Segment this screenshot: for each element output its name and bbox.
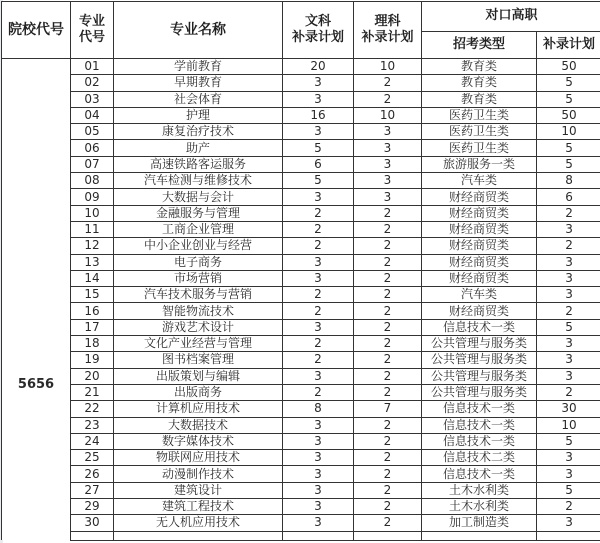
vocational-quota-cell: 2	[537, 205, 600, 221]
exam-category-cell: 财经商贸类	[422, 238, 537, 254]
vocational-quota-cell: 50	[537, 59, 600, 75]
arts-quota-cell: 20	[283, 59, 354, 75]
science-quota-cell: 2	[354, 287, 422, 303]
major-code-cell: 06	[71, 140, 114, 156]
major-code-cell: 01	[71, 59, 114, 75]
arts-quota-cell: 3	[283, 75, 354, 91]
exam-category-cell: 财经商贸类	[422, 303, 537, 319]
header-science-quota-line2: 补录计划	[361, 30, 414, 45]
table-row	[2, 205, 600, 221]
table-body	[2, 59, 600, 541]
major-code-cell: 10	[71, 205, 114, 221]
science-quota-cell: 7	[354, 401, 422, 417]
school-code-cell: 5656	[2, 59, 71, 541]
table-row	[2, 336, 600, 352]
major-code-cell: 05	[71, 124, 114, 140]
major-name-cell: 早期教育	[114, 75, 283, 91]
major-name-cell: 学前教育	[114, 59, 283, 75]
exam-category-cell: 加工制造类	[422, 515, 537, 531]
arts-quota-cell: 8	[283, 401, 354, 417]
major-name-cell: 智能物流技术	[114, 303, 283, 319]
major-name-cell: 图书档案管理	[114, 352, 283, 368]
major-name-cell: 市场营销	[114, 270, 283, 286]
major-code-cell: 14	[71, 270, 114, 286]
arts-quota-cell: 6	[283, 156, 354, 172]
exam-category-cell: 土木水利类	[422, 499, 537, 515]
exam-category-cell: 财经商贸类	[422, 221, 537, 237]
major-name-cell: 汽车技术服务与营销	[114, 287, 283, 303]
science-quota-cell: 2	[354, 75, 422, 91]
science-quota-cell: 2	[354, 205, 422, 221]
major-code-cell: 29	[71, 499, 114, 515]
exam-category-cell: 信息技术一类	[422, 466, 537, 482]
arts-quota-cell: 3	[283, 270, 354, 286]
major-name-cell: 建筑工程技术	[114, 499, 283, 515]
arts-quota-cell: 3	[283, 189, 354, 205]
science-quota-cell: 2	[354, 352, 422, 368]
major-code-cell: 16	[71, 303, 114, 319]
table-row	[2, 156, 600, 172]
table-row	[2, 173, 600, 189]
arts-quota-cell: 2	[283, 238, 354, 254]
vocational-quota-cell: 5	[537, 156, 600, 172]
major-name-cell: 文化产业经营与管理	[114, 336, 283, 352]
major-name-cell: 社会体育	[114, 91, 283, 107]
major-code-cell: 02	[71, 75, 114, 91]
vocational-quota-cell: 3	[537, 221, 600, 237]
exam-category-cell: 汽车类	[422, 173, 537, 189]
table-row-partial	[2, 531, 600, 540]
major-name-cell: 无人机应用技术	[114, 515, 283, 531]
header-major-code	[71, 2, 114, 59]
vocational-quota-cell: 5	[537, 140, 600, 156]
major-name-cell: 护理	[114, 107, 283, 123]
table-row	[2, 270, 600, 286]
exam-category-cell: 财经商贸类	[422, 205, 537, 221]
major-code-cell: 27	[71, 482, 114, 498]
major-name-cell: 助产	[114, 140, 283, 156]
arts-quota-cell: 3	[283, 124, 354, 140]
arts-quota-cell: 5	[283, 173, 354, 189]
science-quota-cell: 2	[354, 515, 422, 531]
table-row	[2, 221, 600, 237]
major-name-cell: 中小企业创业与经营	[114, 238, 283, 254]
arts-quota-cell: 2	[283, 205, 354, 221]
arts-quota-cell: 3	[283, 417, 354, 433]
major-code-cell: 04	[71, 107, 114, 123]
major-code-cell: 11	[71, 221, 114, 237]
exam-category-cell: 汽车类	[422, 287, 537, 303]
partial-cell	[114, 531, 283, 540]
partial-cell	[537, 531, 600, 540]
vocational-quota-cell: 50	[537, 107, 600, 123]
exam-category-cell: 信息技术一类	[422, 433, 537, 449]
major-name-cell: 大数据与会计	[114, 189, 283, 205]
science-quota-cell: 2	[354, 499, 422, 515]
arts-quota-cell: 2	[283, 352, 354, 368]
major-code-cell: 03	[71, 91, 114, 107]
major-name-cell: 康复治疗技术	[114, 124, 283, 140]
science-quota-cell: 2	[354, 91, 422, 107]
arts-quota-cell: 2	[283, 384, 354, 400]
vocational-quota-cell: 5	[537, 433, 600, 449]
exam-category-cell: 公共管理与服务类	[422, 336, 537, 352]
arts-quota-cell: 3	[283, 515, 354, 531]
table-row	[2, 59, 600, 75]
major-name-cell: 汽车检测与维修技术	[114, 173, 283, 189]
science-quota-cell: 2	[354, 238, 422, 254]
vocational-quota-cell: 3	[537, 336, 600, 352]
exam-category-cell: 财经商贸类	[422, 189, 537, 205]
exam-category-cell: 公共管理与服务类	[422, 352, 537, 368]
arts-quota-cell: 5	[283, 140, 354, 156]
science-quota-cell: 2	[354, 303, 422, 319]
header-major-code-text: 专业代号	[78, 14, 105, 45]
major-code-cell: 17	[71, 319, 114, 335]
vocational-quota-cell: 3	[537, 287, 600, 303]
header-vocational-quota: 补录计划	[537, 31, 600, 58]
table-row	[2, 482, 600, 498]
major-code-cell: 22	[71, 401, 114, 417]
header-exam-category: 招考类型	[422, 31, 537, 58]
exam-category-cell: 公共管理与服务类	[422, 368, 537, 384]
major-name-cell: 物联网应用技术	[114, 450, 283, 466]
vocational-quota-cell: 6	[537, 189, 600, 205]
major-name-cell: 出版策划与编辑	[114, 368, 283, 384]
vocational-quota-cell: 3	[537, 466, 600, 482]
major-code-cell: 23	[71, 417, 114, 433]
exam-category-cell: 医药卫生类	[422, 107, 537, 123]
vocational-quota-cell: 3	[537, 352, 600, 368]
arts-quota-cell: 3	[283, 499, 354, 515]
table-row	[2, 401, 600, 417]
major-name-cell: 金融服务与管理	[114, 205, 283, 221]
science-quota-cell: 3	[354, 173, 422, 189]
arts-quota-cell: 3	[283, 433, 354, 449]
table-row	[2, 189, 600, 205]
exam-category-cell: 教育类	[422, 59, 537, 75]
table-row	[2, 91, 600, 107]
vocational-quota-cell: 2	[537, 384, 600, 400]
science-quota-cell: 2	[354, 319, 422, 335]
arts-quota-cell: 3	[283, 466, 354, 482]
header-school-code: 院校代号	[2, 2, 71, 59]
table-row	[2, 417, 600, 433]
arts-quota-cell: 3	[283, 91, 354, 107]
exam-category-cell: 信息技术一类	[422, 319, 537, 335]
exam-category-cell: 旅游服务一类	[422, 156, 537, 172]
exam-category-cell: 医药卫生类	[422, 140, 537, 156]
science-quota-cell: 2	[354, 433, 422, 449]
arts-quota-cell: 3	[283, 450, 354, 466]
science-quota-cell: 3	[354, 124, 422, 140]
major-name-cell: 数字媒体技术	[114, 433, 283, 449]
science-quota-cell: 3	[354, 189, 422, 205]
science-quota-cell: 2	[354, 466, 422, 482]
vocational-quota-cell: 5	[537, 319, 600, 335]
vocational-quota-cell: 3	[537, 254, 600, 270]
major-code-cell: 13	[71, 254, 114, 270]
science-quota-cell: 2	[354, 336, 422, 352]
science-quota-cell: 2	[354, 417, 422, 433]
major-code-cell: 08	[71, 173, 114, 189]
table-row	[2, 140, 600, 156]
table-row	[2, 303, 600, 319]
partial-cell	[422, 531, 537, 540]
admission-quota-table	[1, 1, 600, 541]
table-row	[2, 368, 600, 384]
major-code-cell: 07	[71, 156, 114, 172]
exam-category-cell: 医药卫生类	[422, 124, 537, 140]
exam-category-cell: 公共管理与服务类	[422, 384, 537, 400]
header-major-name: 专业名称	[114, 2, 283, 59]
science-quota-cell: 10	[354, 59, 422, 75]
arts-quota-cell: 3	[283, 482, 354, 498]
vocational-quota-cell: 2	[537, 499, 600, 515]
table-row	[2, 124, 600, 140]
exam-category-cell: 教育类	[422, 91, 537, 107]
partial-cell	[71, 531, 114, 540]
header-arts-quota	[283, 2, 354, 59]
vocational-quota-cell: 10	[537, 417, 600, 433]
table-row	[2, 466, 600, 482]
major-code-cell: 12	[71, 238, 114, 254]
science-quota-cell: 2	[354, 482, 422, 498]
arts-quota-cell: 2	[283, 336, 354, 352]
vocational-quota-cell: 5	[537, 482, 600, 498]
table-row	[2, 319, 600, 335]
table-row	[2, 384, 600, 400]
major-code-cell: 30	[71, 515, 114, 531]
table-row	[2, 75, 600, 91]
science-quota-cell: 2	[354, 368, 422, 384]
science-quota-cell: 2	[354, 254, 422, 270]
major-name-cell: 计算机应用技术	[114, 401, 283, 417]
table-row	[2, 107, 600, 123]
arts-quota-cell: 3	[283, 254, 354, 270]
header-science-quota-line1: 理科	[374, 14, 401, 29]
arts-quota-cell: 16	[283, 107, 354, 123]
arts-quota-cell: 2	[283, 221, 354, 237]
major-code-cell: 09	[71, 189, 114, 205]
table-row	[2, 450, 600, 466]
exam-category-cell: 财经商贸类	[422, 270, 537, 286]
science-quota-cell: 2	[354, 221, 422, 237]
vocational-quota-cell: 30	[537, 401, 600, 417]
exam-category-cell: 财经商贸类	[422, 254, 537, 270]
arts-quota-cell: 3	[283, 319, 354, 335]
major-code-cell: 15	[71, 287, 114, 303]
exam-category-cell: 教育类	[422, 75, 537, 91]
major-name-cell: 出版商务	[114, 384, 283, 400]
arts-quota-cell: 3	[283, 368, 354, 384]
exam-category-cell: 信息技术一类	[422, 417, 537, 433]
science-quota-cell: 2	[354, 384, 422, 400]
exam-category-cell: 土木水利类	[422, 482, 537, 498]
table-header	[2, 2, 600, 59]
vocational-quota-cell: 5	[537, 91, 600, 107]
science-quota-cell: 10	[354, 107, 422, 123]
vocational-quota-cell: 3	[537, 515, 600, 531]
partial-cell	[283, 531, 354, 540]
vocational-quota-cell: 8	[537, 173, 600, 189]
table-row	[2, 499, 600, 515]
partial-cell	[354, 531, 422, 540]
major-name-cell: 建筑设计	[114, 482, 283, 498]
major-code-cell: 24	[71, 433, 114, 449]
vocational-quota-cell: 5	[537, 75, 600, 91]
header-vocational-group: 对口高职	[422, 2, 600, 32]
table-row	[2, 352, 600, 368]
major-code-cell: 19	[71, 352, 114, 368]
science-quota-cell: 3	[354, 140, 422, 156]
major-code-cell: 21	[71, 384, 114, 400]
vocational-quota-cell: 3	[537, 270, 600, 286]
science-quota-cell: 2	[354, 450, 422, 466]
science-quota-cell: 3	[354, 156, 422, 172]
vocational-quota-cell: 3	[537, 368, 600, 384]
major-name-cell: 大数据技术	[114, 417, 283, 433]
exam-category-cell: 信息技术一类	[422, 401, 537, 417]
vocational-quota-cell: 2	[537, 238, 600, 254]
exam-category-cell: 信息技术二类	[422, 450, 537, 466]
major-name-cell: 动漫制作技术	[114, 466, 283, 482]
table-row	[2, 433, 600, 449]
vocational-quota-cell: 10	[537, 124, 600, 140]
header-arts-quota-line1: 文科	[304, 14, 331, 29]
table-row	[2, 254, 600, 270]
arts-quota-cell: 2	[283, 287, 354, 303]
major-name-cell: 高速铁路客运服务	[114, 156, 283, 172]
major-name-cell: 工商企业管理	[114, 221, 283, 237]
major-name-cell: 游戏艺术设计	[114, 319, 283, 335]
arts-quota-cell: 2	[283, 303, 354, 319]
header-arts-quota-line2: 补录计划	[291, 30, 344, 45]
table-row	[2, 287, 600, 303]
header-science-quota	[354, 2, 422, 59]
major-code-cell: 18	[71, 336, 114, 352]
science-quota-cell: 2	[354, 270, 422, 286]
major-name-cell: 电子商务	[114, 254, 283, 270]
table-row	[2, 238, 600, 254]
vocational-quota-cell: 3	[537, 450, 600, 466]
vocational-quota-cell: 2	[537, 303, 600, 319]
major-code-cell: 20	[71, 368, 114, 384]
major-code-cell: 25	[71, 450, 114, 466]
major-code-cell: 26	[71, 466, 114, 482]
table-row	[2, 515, 600, 531]
